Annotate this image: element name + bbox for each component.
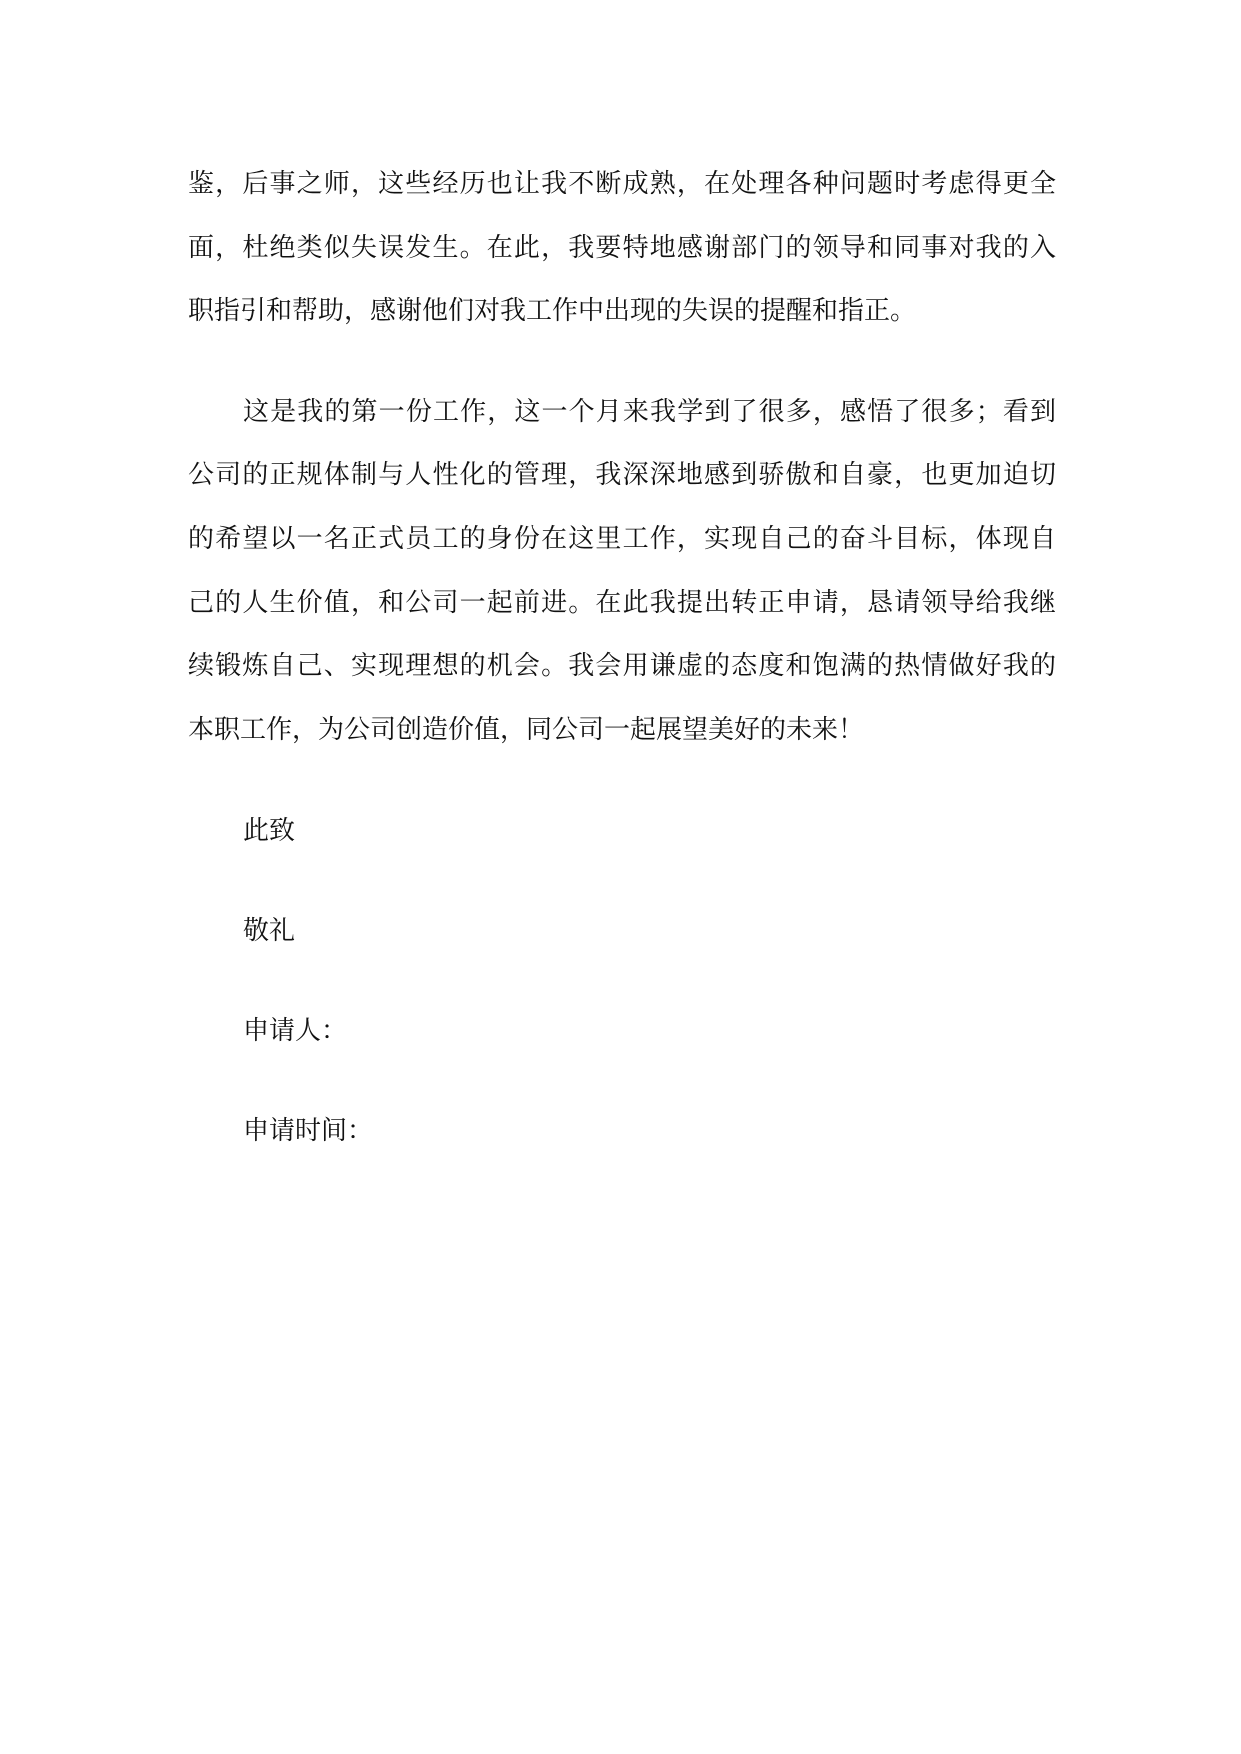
paragraph-1-line-1: 鉴，后事之师，这些经历也让我不断成熟，在处理各种问题时考虑得更全 xyxy=(188,169,1056,199)
application-date-label: 申请时间： xyxy=(243,1116,374,1146)
salute-text: 敬礼 xyxy=(243,916,296,946)
paragraph-2-line-4: 己的人生价值，和公司一起前进。在此我提出转正申请，恳请领导给我继 xyxy=(188,588,1056,618)
paragraph-1-line-3: 职指引和帮助，感谢他们对我工作中出现的失误的提醒和指正。 xyxy=(188,296,917,326)
paragraph-1-line-2: 面，杜绝类似失误发生。在此，我要特地感谢部门的领导和同事对我的入 xyxy=(188,233,1056,263)
paragraph-2-line-1: 这是我的第一份工作，这一个月来我学到了很多，感悟了很多；看到 xyxy=(243,397,1056,427)
paragraph-2-line-5: 续锻炼自己、实现理想的机会。我会用谦虚的态度和饱满的热情做好我的 xyxy=(188,651,1056,681)
paragraph-2-line-2: 公司的正规体制与人性化的管理，我深深地感到骄傲和自豪，也更加迫切 xyxy=(188,460,1056,490)
closing-text: 此致 xyxy=(243,816,296,846)
paragraph-2-line-6: 本职工作，为公司创造价值，同公司一起展望美好的未来！ xyxy=(188,715,865,745)
applicant-label: 申请人： xyxy=(243,1016,348,1046)
paragraph-2-line-3: 的希望以一名正式员工的身份在这里工作，实现自己的奋斗目标，体现自 xyxy=(188,524,1056,554)
